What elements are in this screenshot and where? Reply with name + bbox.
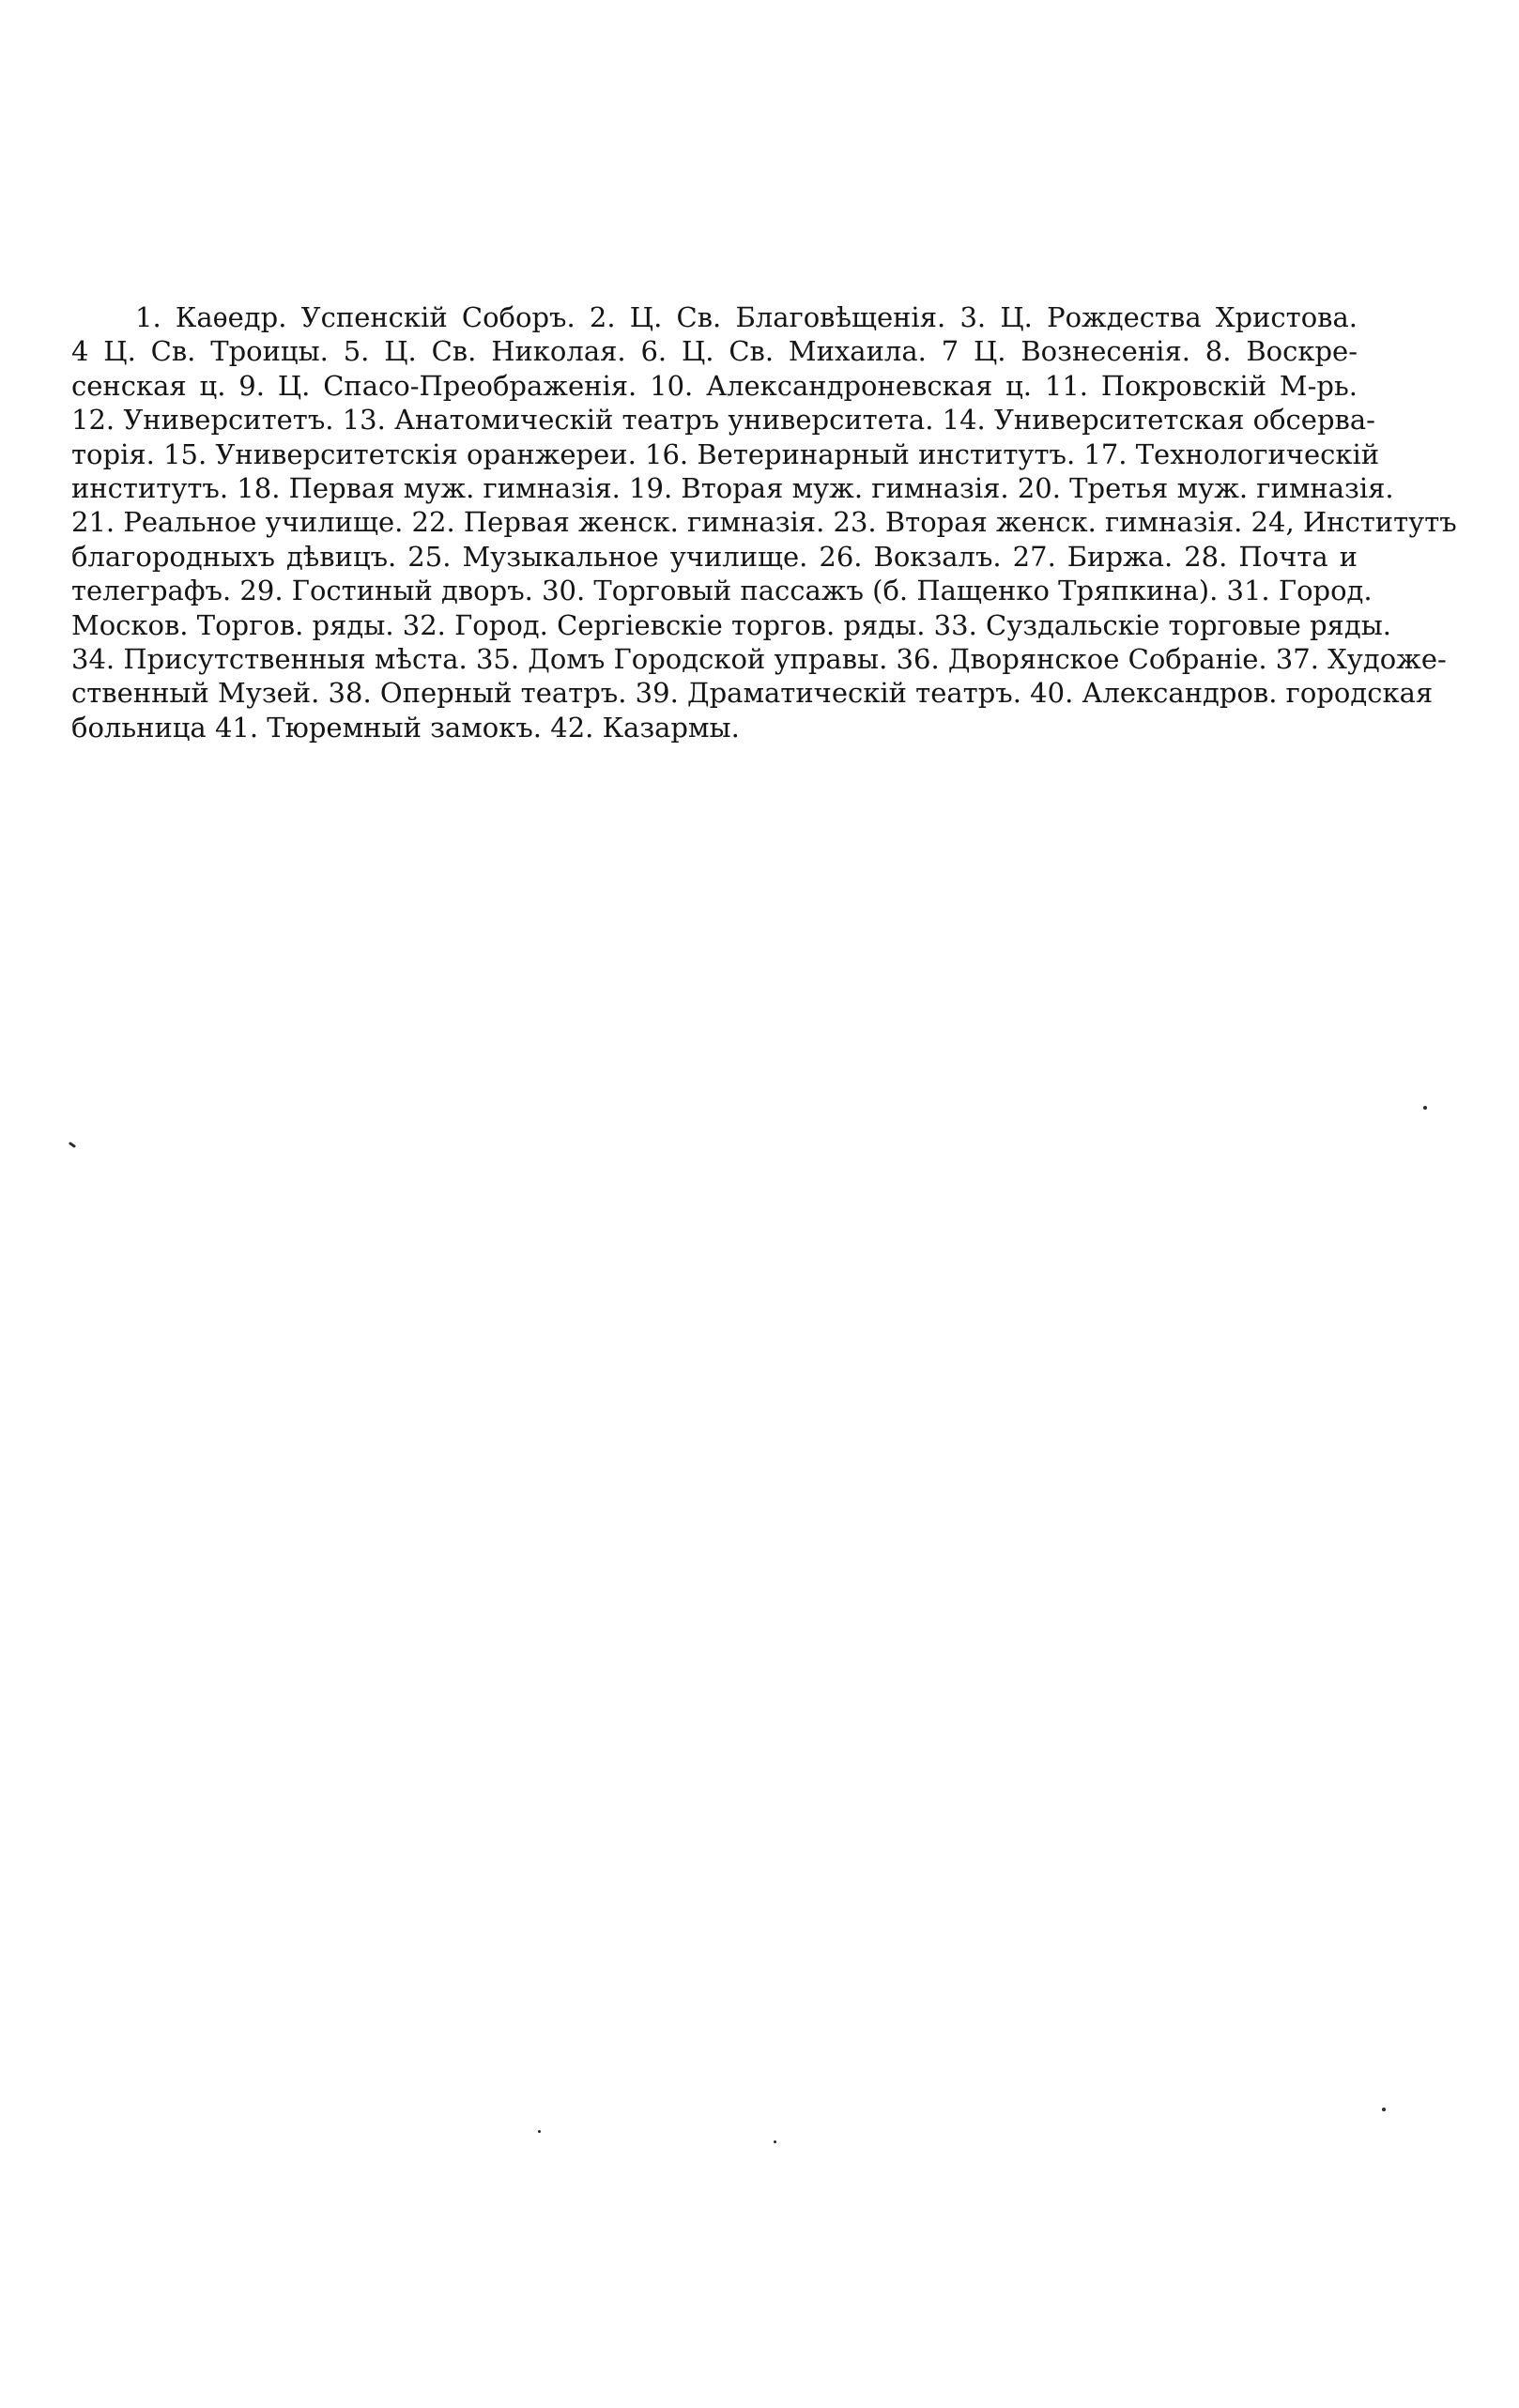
legend-line-1: 1. Каѳедр. Успенскій Соборъ. 2. Ц. Св. Благовѣщенія. 3. Ц. Рождества Христова.	[135, 301, 1358, 333]
legend-line-8: благородныхъ дѣвицъ. 25. Музыкальное училище. 26. Вокзалъ. 27. Биржа. 28. Почта и	[71, 540, 1358, 573]
legend-line-9: телеграфъ. 29. Гостиный дворъ. 30. Торговый пассажъ (б. Пащенко Тряпкина). 31. Город.	[71, 575, 1373, 607]
scan-speck	[774, 2140, 776, 2143]
legend-line-11: 34. Присутственныя мѣста. 35. Домъ Городской управы. 36. Дворянское Собраніе. 37. Художе-	[71, 643, 1447, 676]
legend-line-12: ственный Музей. 38. Оперный театръ. 39. Драматическій театръ. 40. Александров. городская	[71, 677, 1434, 710]
legend-line-7: 21. Реальное училище. 22. Первая женск. гимназія. 23. Вторая женск. гимназія. 24, Институтъ	[71, 506, 1457, 539]
legend-line-10: Москов. Торгов. ряды. 32. Город. Сергіевскіе торгов. ряды. 33. Суздальскіе торговые ряды.	[71, 608, 1391, 641]
scan-speck	[1382, 2108, 1386, 2111]
legend-line-13: больница 41. Тюремный замокъ. 42. Казармы.	[71, 711, 740, 744]
scan-speck	[69, 1142, 76, 1148]
legend-line-5: торія. 15. Университетскія оранжереи. 16. Ветеринарный институтъ. 17. Технологическій	[71, 437, 1380, 470]
scan-speck	[1423, 1106, 1427, 1110]
scan-speck	[538, 2130, 541, 2133]
map-legend-text	[71, 300, 1457, 744]
legend-line-3: сенская ц. 9. Ц. Спасо-Преображенія. 10. Александроневская ц. 11. Покровскій М-рь.	[71, 369, 1358, 402]
legend-line-2: 4 Ц. Св. Троицы. 5. Ц. Св. Николая. 6. Ц. Св. Михаила. 7 Ц. Вознесенія. 8. Воскре-	[71, 335, 1358, 368]
legend-line-4: 12. Университетъ. 13. Анатомическій театръ университета. 14. Университетская обсерва-	[71, 404, 1375, 437]
legend-line-6: институтъ. 18. Первая муж. гимназія. 19. Вторая муж. гимназія. 20. Третья муж. гимназія.	[71, 472, 1394, 505]
